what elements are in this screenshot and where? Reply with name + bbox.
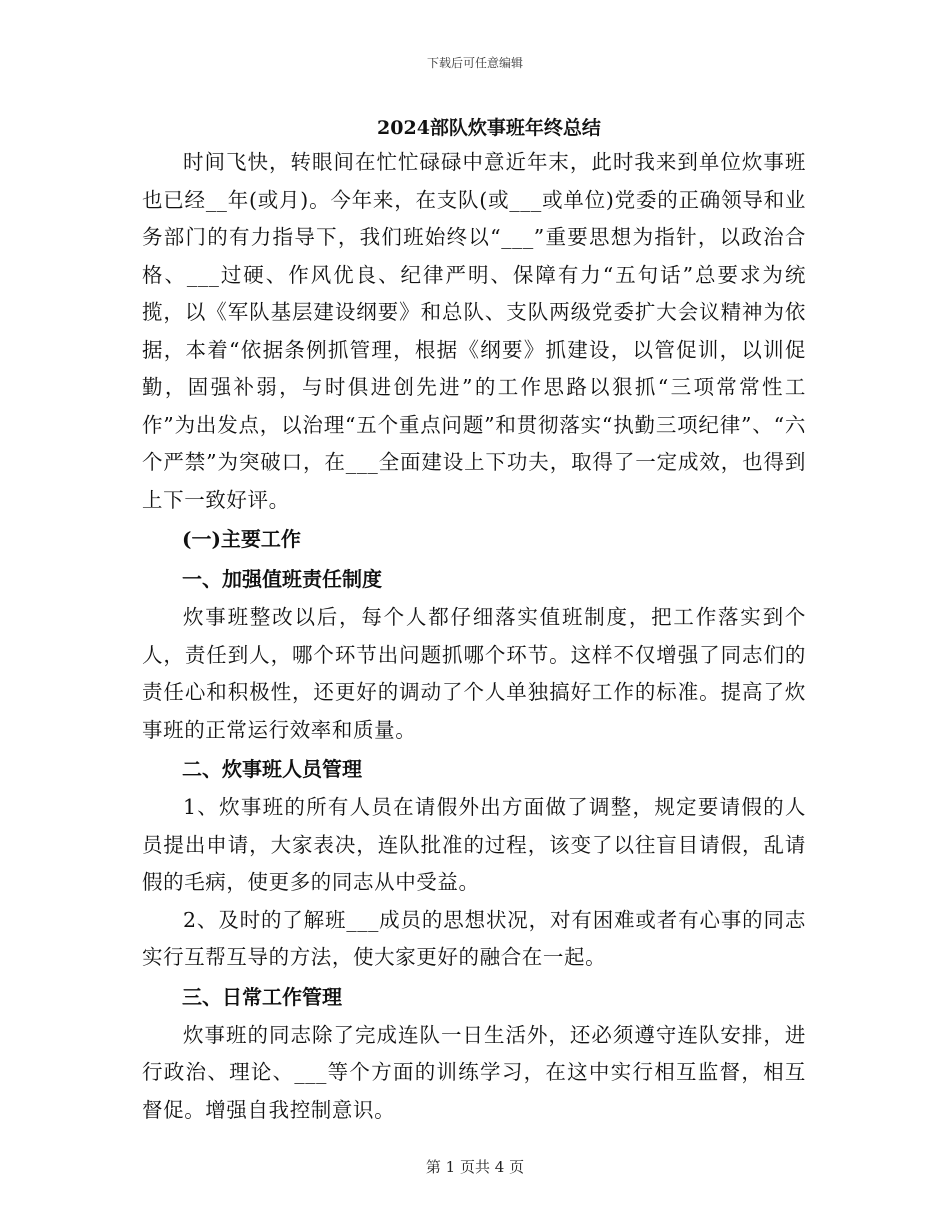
duty-system-paragraph: 炊事班整改以后，每个人都仔细落实值班制度，把工作落实到个人，责任到人，哪个环节出问题抓哪个环节。这样不仅增强了同志们的责任心和积极性，还更好的调动了个人单独搞好工作的标准。提高了炊事班的正常运行效率和质量。 [142,605,806,742]
section-heading-daily-work: 三、日常工作管理 [182,984,342,1009]
document-body [142,114,806,1129]
page-header-note: 下载后可任意编辑 [426,56,523,70]
section-heading-main-work: (一)主要工作 [182,527,301,551]
personnel-paragraph-1: 1、炊事班的所有人员在请假外出方面做了调整，规定要请假的人员提出申请，大家表决，连队批准的过程，该变了以往盲目请假，乱请假的毛病，使更多的同志从中受益。 [142,795,806,894]
document-title: 2024部队炊事班年终总结 [377,117,601,139]
daily-work-paragraph: 炊事班的同志除了完成连队一日生活外，还必须遵守连队安排，进行政治、理论、___等个方面的训练学习，在这中实行相互监督，相互督促。增强自我控制意识。 [142,1022,806,1122]
personnel-paragraph-2: 2、及时的了解班___成员的思想状况，对有困难或者有心事的同志实行互帮互导的方法，使大家更好的融合在一起。 [142,907,806,969]
section-heading-personnel: 二、炊事班人员管理 [182,757,362,781]
intro-paragraph: 时间飞快，转眼间在忙忙碌碌中意近年末，此时我来到单位炊事班也已经__年(或月)。今年来，在支队(或___或单位)党委的正确领导和业务部门的有力指导下，我们班始终以“___”重要思想为指针，以政治合格、___过硬、作风优良、纪律严明、保障有力“五句话”总要求为统揽，以《军队基层建设纲要》和总队、支队两级党委扩大会议精神为依据，本着“依据条例抓管理，根据《纲要》抓建设，以管促训，以训促勤，固强补弱，与时俱进创先进”的工作思路以狠抓“三项常常性工作”为出发点，以治理“五个重点问题”和贯彻落实“执勤三项纪律”、“六个严禁”为突破口，在___全面建设上下功夫，取得了一定成效，也得到上下一致好评。 [142,150,806,512]
section-heading-duty-system: 一、加强值班责任制度 [182,567,382,591]
page-number: 第 1 页共 4 页 [425,1158,525,1176]
